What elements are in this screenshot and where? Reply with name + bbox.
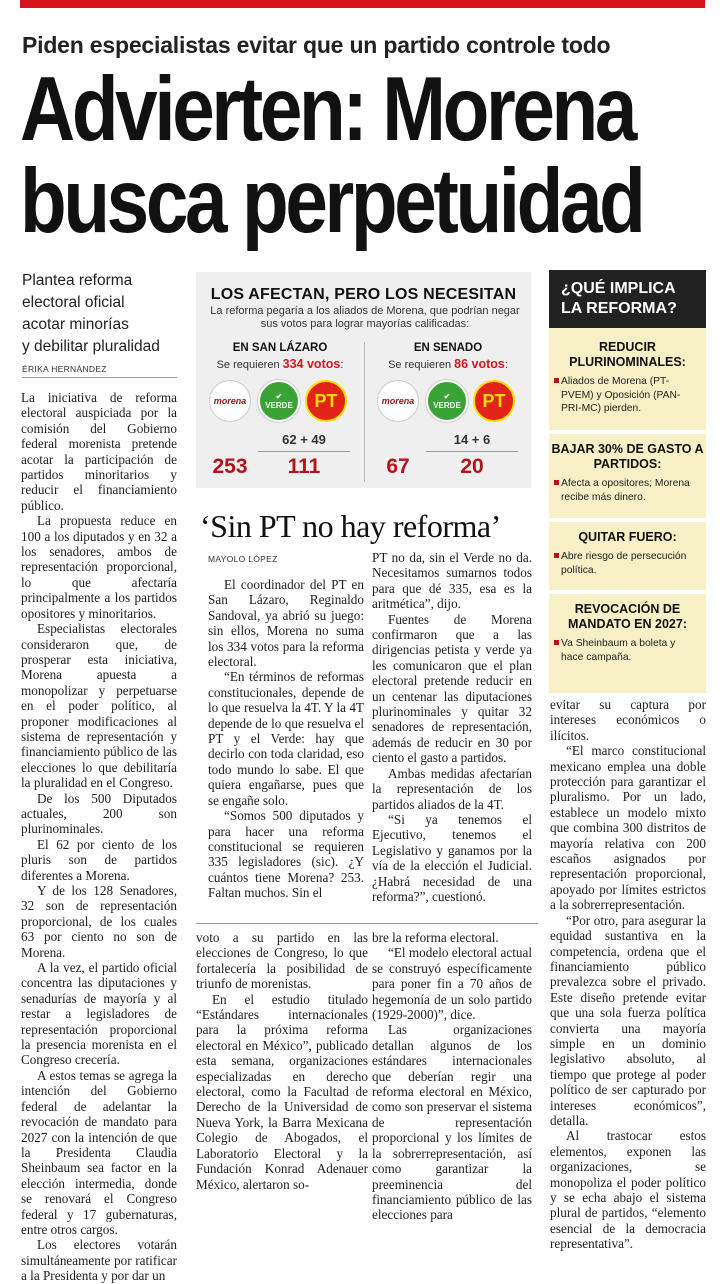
paragraph: “Somos 500 diputados y para hacer una reforma constitucional se requieren 335 legisladores (sic). ¿Y cuántos tiene Morena? 253. Faltan muchos. Sin el bbox=[208, 808, 364, 901]
sidebar-section bbox=[549, 602, 706, 664]
paragraph: Especialistas electorales consideraron que, de prosperar esta iniciativa, Morena apuesta a monopolizar y perpetuarse en el poder político, al proponer modificaciones al sistema de representación y financiamiento público de las elecciones lo que debilitaría la pluralidad en el Congreso. bbox=[21, 621, 177, 791]
paragraph: Ambas medidas afectarían la representación de los partidos aliados de la 4T. bbox=[372, 765, 532, 812]
deck bbox=[22, 270, 177, 358]
paragraph: Fuentes de Morena confirmaron que a las dirigencias petista y verde ya les comunicaron que el plan electoral pretende reducir en un centenar las diputaciones plurinominales y quitar 32 senadores de representación, además de reducir en 30 por ciento el gasto a partidos. bbox=[372, 611, 532, 766]
infographic-title: LOS AFECTAN, PERO LOS NECESITAN bbox=[210, 286, 517, 303]
byline-main: ÉRIKA HERNÁNDEZ bbox=[22, 364, 177, 378]
paragraph: En el estudio titulado “Estándares internacionales para la próxima reforma electoral en México”, publicado esta semana, organizaciones especializadas en derecho electoral, como la Facultad de Derecho de la Universidad de Nueva York, la Barra Mexicana Colegio de Abogados, el Laboratorio Electoral y la Fundación Konrad Adenauer México, alertaron so- bbox=[196, 991, 368, 1192]
paragraph: evitar su captura por intereses económicos o ilícitos. bbox=[550, 697, 706, 743]
headline-line-2: busca perpetuidad bbox=[20, 151, 643, 252]
requires-suffix: : bbox=[340, 359, 344, 371]
allies-seats: 20 bbox=[460, 455, 484, 478]
sidebar-divider bbox=[549, 430, 706, 434]
section-requirement bbox=[196, 357, 364, 371]
paragraph: PT no da, sin el Verde no da. Necesitamos sumarnos todos para que dé 335, esa es la aritmética”, dijo. bbox=[372, 550, 532, 612]
pt-logo: PT bbox=[305, 380, 347, 422]
paragraph: La iniciativa de reforma electoral auspiciada por la comisión del Gobierno federal morenista pretende acotar la participación de partidos minoritarios y reducir el financiamiento público. bbox=[21, 390, 177, 513]
paragraph: A la vez, el partido oficial concentra las diputaciones y senadurías de mayoría y al restar a legisladores de representación proporcional la presencia morenista en el Congreso crecería. bbox=[21, 960, 177, 1068]
requires-label: Se requieren bbox=[216, 359, 280, 371]
article-column-3 bbox=[372, 550, 532, 904]
sidebar-section-title: REVOCACIÓN DE MANDATO EN 2027: bbox=[567, 602, 687, 631]
paragraph: El 62 por ciento de los pluris son de partidos diferentes a Morena. bbox=[21, 836, 177, 883]
headline bbox=[20, 59, 643, 252]
pt-logo: PT bbox=[473, 380, 515, 422]
paragraph: Las organizaciones detallan algunos de los estándares internacionales que deberían regir una reforma electoral en México, como son preservar el sistema de representación proporcional y los límites de la sobrerrepresentación, así como garantizar la preeminencia del financiamiento público de las elecciones para bbox=[372, 1022, 532, 1223]
section-senado bbox=[365, 342, 531, 371]
verde-toucan-icon: ✔ bbox=[275, 392, 283, 401]
article-column-5 bbox=[372, 930, 532, 1223]
paragraph: “Por otro, para asegurar la equidad sustantiva en la competencia, ordena que el financiamiento público prevalezca sobre el privado. Este diseño pretende evitar que una sola fuerza política convierta una mayoría simple en un dominio legislativo absoluto, al tiempo que protege al poder político de ser capturado por intereses económicos”, detalla. bbox=[550, 912, 706, 1128]
deck-line: Plantea reforma bbox=[22, 272, 133, 289]
paragraph: Los electores votarán simultáneamente por ratificar a la Presidenta y por dar un bbox=[21, 1237, 177, 1284]
paragraph: bre la reforma electoral. bbox=[372, 930, 499, 945]
top-red-rule bbox=[20, 0, 705, 8]
sum-rule bbox=[426, 451, 518, 452]
section-san-lazaro bbox=[196, 342, 364, 371]
section-header: EN SAN LÁZARO bbox=[232, 342, 328, 354]
paragraph: “El modelo electoral actual se construyó específicamente para poner fin a 70 años de hegemonía de un solo partido (1929-2000)”, dice. bbox=[372, 945, 532, 1023]
sum-rule bbox=[258, 451, 350, 452]
sidebar-section bbox=[549, 340, 706, 416]
section-requirement bbox=[365, 357, 531, 371]
sidebar-section-title: QUITAR FUERO: bbox=[578, 530, 677, 544]
verde-label: VERDE bbox=[433, 401, 461, 410]
paragraph: “Si ya tenemos el Ejecutivo, tenemos el Legislativo y ganamos por la vía de la elección el Judicial. ¿Habrá necesidad de una reforma?”, cuestionó. bbox=[372, 811, 532, 904]
sub-headline: ‘Sin PT no hay reforma’ bbox=[200, 508, 501, 544]
morena-logo: morena bbox=[377, 380, 419, 422]
allies-sum: 14 + 6 bbox=[453, 432, 491, 447]
sidebar-item: Afecta a opositores; Morena recibe más dinero. bbox=[549, 472, 706, 504]
sidebar-section-title: BAJAR 30% DE GASTO A PARTIDOS: bbox=[551, 442, 704, 471]
verde-logo bbox=[426, 380, 468, 422]
article-column-6 bbox=[550, 697, 706, 1252]
article-column-4 bbox=[196, 930, 368, 1192]
byline-sub: MAYOLO LÓPEZ bbox=[208, 554, 278, 564]
allies-seats: 111 bbox=[287, 455, 321, 478]
deck-line: electoral oficial bbox=[22, 294, 125, 311]
article-column-2 bbox=[208, 577, 364, 901]
paragraph: La propuesta reduce en 100 a los diputados y en 32 a los senadores, ambos de representación proporcional, lo que afectaría principalmente a los partidos opositores y minoritarios. bbox=[21, 513, 177, 621]
sidebar-section bbox=[549, 530, 706, 577]
paragraph: “En términos de reformas constitucionales, depende de lo que resuelva la 4T. Y la 4T depende de lo que resuelva el PT y el Verde: hay que decirlo con toda claridad, eso todo mundo lo sabe. El que quiera engañarse, pues que se engañe solo. bbox=[208, 669, 364, 808]
headline-line-1: Advierten: Morena bbox=[20, 59, 634, 160]
votes-required: 334 votos bbox=[282, 357, 341, 371]
verde-logo bbox=[258, 380, 300, 422]
section-header: EN SENADO bbox=[413, 342, 483, 354]
morena-seats: 67 bbox=[386, 455, 410, 478]
paragraph: El coordinador del PT en San Lázaro, Reginaldo Sandoval, ya abrió su juego: sin ellos, Morena no suma los 334 votos para la reforma electoral. bbox=[208, 577, 364, 670]
morena-logo: morena bbox=[209, 380, 251, 422]
paragraph: voto a su partido en las elecciones de Congreso, lo que fortalecería la posibilidad de triunfo de morenistas. bbox=[196, 930, 368, 992]
paragraph: A estos temas se agrega la intención del Gobierno federal de adelantar la revocación de mandato para 2027 con la intención de que la Presidenta Claudia Sheinbaum sea factor en la elección intermedia, donde se renovará el Congreso federal y 17 gubernaturas, entre otros cargos. bbox=[21, 1067, 177, 1237]
deck-line: y debilitar pluralidad bbox=[22, 338, 160, 355]
requires-suffix: : bbox=[504, 359, 508, 371]
verde-toucan-icon: ✔ bbox=[443, 392, 451, 401]
sidebar-item: Abre riesgo de persecución política. bbox=[549, 545, 706, 577]
article-column-1 bbox=[21, 390, 177, 1284]
sidebar-section-title: REDUCIR PLURINOMINALES: bbox=[569, 340, 686, 369]
infographic-description: La reforma pegaría a los aliados de Morena, que podrían negar sus votos para lograr mayorías calificadas: bbox=[210, 305, 520, 330]
paragraph: Y de los 128 Senadores, 32 son de representación proporcional, de los cuales 63 por ciento no son de Morena. bbox=[21, 883, 177, 960]
paragraph: Al trastocar estos elementos, exponen las organizaciones, se monopoliza el poder político y se echa abajo el sistema plural de partidos, “elemento esencial de la democracia representativa”. bbox=[550, 1128, 706, 1252]
sidebar-title: ¿QUÉ IMPLICA LA REFORMA? bbox=[549, 270, 706, 328]
requires-label: Se requieren bbox=[388, 359, 452, 371]
verde-label: VERDE bbox=[265, 401, 293, 410]
section-rule bbox=[196, 923, 538, 924]
paragraph: “El marco constitucional mexicano emplea una doble protección para garantizar el pluralismo. Por un lado, establece un modelo mixto que combina 300 distritos de mayoría relativa con 200 escaños asignados por representación proporcional, apoyado por límites estrictos a la sobrerrepresentación. bbox=[550, 743, 706, 913]
sidebar-divider bbox=[549, 590, 706, 594]
sidebar-section bbox=[549, 442, 706, 504]
kicker: Piden especialistas evitar que un partido controle todo bbox=[22, 32, 611, 58]
sidebar-item: Va Sheinbaum a boleta y hace campaña. bbox=[549, 632, 706, 664]
sidebar-item: Aliados de Morena (PT-PVEM) y Oposición (PAN-PRI-MC) pierden. bbox=[549, 370, 706, 416]
allies-sum: 62 + 49 bbox=[282, 432, 326, 447]
paragraph: De los 500 Diputados actuales, 200 son plurinominales. bbox=[21, 790, 177, 837]
sidebar-divider bbox=[549, 518, 706, 522]
votes-required: 86 votos bbox=[454, 357, 505, 371]
morena-seats: 253 bbox=[212, 455, 248, 478]
deck-line: acotar minorías bbox=[22, 316, 129, 333]
